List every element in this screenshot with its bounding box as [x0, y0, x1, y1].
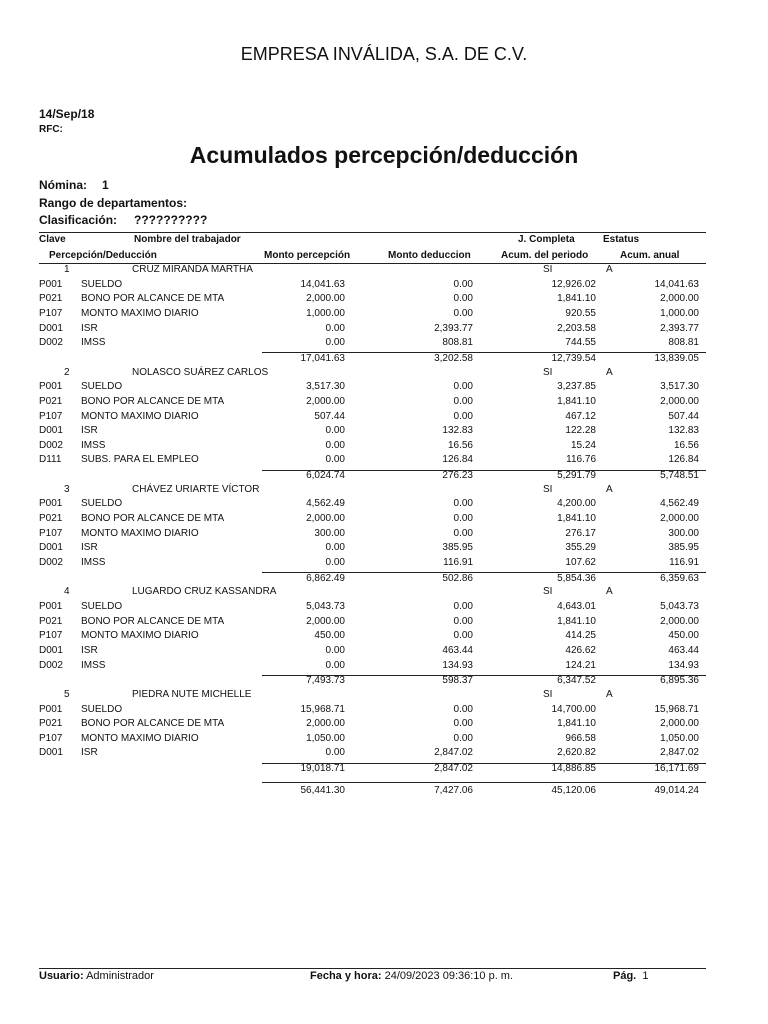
subtotal-percepcion: 6,024.74: [306, 470, 345, 482]
concept-name: BONO POR ALCANCE DE MTA: [81, 615, 225, 627]
acum-anual: 5,043.73: [660, 600, 699, 612]
acum-anual: 126.84: [668, 454, 699, 466]
monto-deduccion: 16.56: [447, 439, 473, 451]
monto-percepcion: 2,000.00: [306, 718, 345, 730]
concept-name: BONO POR ALCANCE DE MTA: [81, 513, 225, 525]
concept-name: MONTO MAXIMO DIARIO: [81, 410, 199, 422]
monto-deduccion: 0.00: [453, 630, 473, 642]
footer-fecha: [310, 970, 513, 982]
employee-number: 5: [64, 688, 70, 700]
concept-code: P001: [39, 498, 63, 510]
concept-code: P021: [39, 718, 63, 730]
concept-code: P107: [39, 410, 63, 422]
acum-anual: 116.91: [669, 557, 699, 568]
monto-deduccion: 132.83: [442, 425, 473, 437]
acum-periodo: 15.24: [570, 439, 596, 451]
subtotal-deduccion: 3,202.58: [434, 352, 473, 364]
concept-name: ISR: [81, 542, 98, 554]
header-monto-percepcion: Monto percepción: [264, 250, 351, 261]
subtotal-periodo: 14,886.85: [551, 763, 596, 775]
subtotal-anual: 13,839.05: [654, 352, 699, 364]
header-estatus: Estatus: [603, 234, 640, 245]
concept-code: P107: [39, 732, 63, 744]
acum-anual: 3,517.30: [660, 381, 699, 393]
company-name: EMPRESA INVÁLIDA, S.A. DE C.V.: [240, 44, 528, 64]
concept-code: P021: [39, 513, 63, 525]
concept-code: D002: [39, 557, 63, 568]
acum-periodo: 3,237.85: [557, 381, 596, 393]
monto-percepcion: 0.00: [325, 337, 345, 349]
subtotal-anual: 16,171.69: [654, 763, 699, 775]
concept-name: IMSS: [81, 557, 106, 568]
concept-name: IMSS: [81, 439, 106, 451]
concept-name: ISR: [81, 425, 98, 437]
monto-percepcion: 0.00: [325, 747, 345, 759]
acum-periodo: 12,926.02: [551, 278, 596, 290]
subtotal-anual: 6,895.36: [660, 675, 699, 687]
acum-periodo: 744.55: [565, 337, 596, 349]
subtotal-periodo: 5,854.36: [557, 572, 596, 584]
concept-name: IMSS: [81, 659, 106, 671]
employee-jcompleta: SI: [543, 586, 553, 598]
employee-estatus: A: [606, 688, 613, 700]
monto-percepcion: 0.00: [325, 557, 345, 568]
grand-total-rule: [262, 782, 706, 783]
concept-name: BONO POR ALCANCE DE MTA: [81, 293, 225, 305]
acum-anual: 2,847.02: [660, 747, 699, 759]
employee-estatus: A: [606, 366, 613, 378]
concept-name: MONTO MAXIMO DIARIO: [81, 527, 199, 539]
subtotal-periodo: 5,291.79: [557, 470, 596, 482]
acum-periodo: 966.58: [565, 732, 596, 744]
header-clave: Clave: [39, 234, 66, 245]
concept-code: D001: [39, 747, 63, 759]
employee-name: CRUZ MIRANDA MARTHA: [132, 264, 253, 275]
concept-code: D111: [39, 454, 62, 466]
acum-periodo: 2,620.82: [557, 747, 596, 759]
concept-code: P001: [39, 278, 63, 290]
acum-periodo: 276.17: [565, 527, 596, 539]
concept-name: MONTO MAXIMO DIARIO: [81, 307, 199, 319]
concept-code: D002: [39, 337, 63, 349]
concept-name: MONTO MAXIMO DIARIO: [81, 630, 199, 642]
acum-anual: 134.93: [668, 659, 699, 671]
subtotal-anual: 5,748.51: [660, 470, 699, 482]
monto-deduccion: 385.95: [442, 542, 473, 554]
fecha-label: Fecha y hora:: [310, 970, 382, 982]
acum-periodo: 1,841.10: [557, 395, 596, 407]
acum-periodo: 2,203.58: [557, 322, 596, 334]
monto-percepcion: 2,000.00: [306, 293, 345, 305]
concept-code: D001: [39, 322, 63, 334]
grand-total-percepcion: 56,441.30: [300, 784, 345, 796]
acum-anual: 14,041.63: [654, 278, 699, 290]
fecha-value: 24/09/2023 09:36:10 p. m.: [384, 970, 514, 982]
monto-percepcion: 450.00: [314, 630, 345, 642]
subtotal-deduccion: 502.86: [442, 572, 473, 584]
monto-percepcion: 5,043.73: [306, 600, 345, 612]
monto-percepcion: 2,000.00: [306, 615, 345, 627]
monto-percepcion: 1,050.00: [306, 732, 345, 744]
acum-anual: 1,050.00: [660, 732, 699, 744]
subtotal-periodo: 12,739.54: [551, 352, 596, 364]
employee-estatus: A: [606, 586, 613, 598]
acum-anual: 300.00: [668, 527, 699, 539]
monto-percepcion: 0.00: [325, 542, 345, 554]
employee-number: 1: [64, 264, 70, 275]
acum-periodo: 124.21: [565, 659, 596, 671]
acum-periodo: 414.25: [565, 630, 596, 642]
monto-percepcion: 0.00: [325, 644, 345, 656]
employee-jcompleta: SI: [543, 688, 553, 700]
acum-anual: 16.56: [673, 439, 699, 451]
monto-percepcion: 3,517.30: [306, 381, 345, 393]
acum-periodo: 920.55: [565, 307, 596, 319]
acum-anual: 2,393.77: [660, 322, 699, 334]
acum-anual: 4,562.49: [660, 498, 699, 510]
acum-periodo: 1,841.10: [557, 718, 596, 730]
acum-anual: 2,000.00: [660, 718, 699, 730]
acum-anual: 385.95: [668, 542, 699, 554]
monto-deduccion: 0.00: [453, 410, 473, 422]
concept-code: P001: [39, 381, 63, 393]
acum-periodo: 1,841.10: [557, 293, 596, 305]
monto-deduccion: 0.00: [453, 703, 473, 715]
acum-anual: 1,000.00: [660, 307, 699, 319]
acum-periodo: 14,700.00: [551, 703, 596, 715]
monto-percepcion: 0.00: [325, 659, 345, 671]
acum-anual: 808.81: [668, 337, 699, 349]
footer-pagina: [613, 970, 648, 982]
concept-code: P107: [39, 527, 63, 539]
concept-code: P107: [39, 307, 63, 319]
monto-percepcion: 1,000.00: [306, 307, 345, 319]
employee-name: LUGARDO CRUZ KASSANDRA: [132, 586, 277, 598]
employee-number: 4: [64, 586, 70, 598]
acum-periodo: 116.76: [566, 454, 596, 466]
header-percepcion: Percepción/Deducción: [49, 250, 157, 261]
footer-rule: [39, 968, 706, 969]
acum-anual: 450.00: [668, 630, 699, 642]
concept-name: SUELDO: [81, 703, 123, 715]
monto-percepcion: 0.00: [325, 454, 345, 466]
acum-periodo: 1,841.10: [557, 615, 596, 627]
usuario-value: Administrador: [86, 970, 154, 982]
acum-anual: 463.44: [668, 644, 699, 656]
monto-percepcion: 2,000.00: [306, 395, 345, 407]
monto-deduccion: 2,393.77: [434, 322, 473, 334]
monto-deduccion: 0.00: [453, 498, 473, 510]
concept-name: SUELDO: [81, 498, 123, 510]
acum-periodo: 4,643.01: [557, 600, 596, 612]
monto-deduccion: 0.00: [453, 513, 473, 525]
header-monto-deduccion: Monto deduccion: [388, 250, 471, 261]
monto-percepcion: 4,562.49: [306, 498, 345, 510]
acum-anual: 507.44: [668, 410, 699, 422]
concept-name: ISR: [81, 322, 98, 334]
monto-percepcion: 2,000.00: [306, 513, 345, 525]
report-title: Acumulados percepción/deducción: [189, 142, 579, 168]
subtotal-deduccion: 276.23: [442, 470, 473, 482]
monto-percepcion: 0.00: [325, 322, 345, 334]
subtotal-deduccion: 2,847.02: [434, 763, 473, 775]
subtotal-periodo: 6,347.52: [557, 675, 596, 687]
subtotal-percepcion: 17,041.63: [300, 352, 345, 364]
monto-deduccion: 0.00: [453, 718, 473, 730]
acum-periodo: 107.62: [565, 557, 596, 568]
concept-code: P021: [39, 293, 63, 305]
clasificacion-label: Clasificación:: [39, 213, 118, 227]
acum-anual: 2,000.00: [660, 513, 699, 525]
concept-code: P001: [39, 703, 63, 715]
employee-estatus: A: [606, 264, 613, 275]
acum-periodo: 467.12: [565, 410, 596, 422]
employee-jcompleta: SI: [543, 483, 553, 495]
monto-percepcion: 0.00: [325, 439, 345, 451]
employee-name: NOLASCO SUÁREZ CARLOS: [132, 366, 269, 378]
header-acum-periodo: Acum. del periodo: [501, 250, 589, 261]
acum-anual: 15,968.71: [654, 703, 699, 715]
nomina-label: Nómina:: [39, 178, 87, 192]
subtotal-percepcion: 19,018.71: [300, 763, 345, 775]
monto-percepcion: 15,968.71: [300, 703, 345, 715]
subtotal-deduccion: 598.37: [442, 675, 473, 687]
monto-percepcion: 0.00: [325, 425, 345, 437]
subtotal-percepcion: 7,493.73: [306, 675, 345, 687]
acum-periodo: 4,200.00: [557, 498, 596, 510]
acum-periodo: 1,841.10: [557, 513, 596, 525]
monto-deduccion: 0.00: [453, 732, 473, 744]
acum-anual: 132.83: [668, 425, 699, 437]
concept-name: IMSS: [81, 337, 106, 349]
usuario-label: Usuario:: [39, 970, 84, 982]
header-jcompleta: J. Completa: [518, 234, 575, 245]
subtotal-percepcion: 6,862.49: [306, 572, 345, 584]
acum-anual: 2,000.00: [660, 395, 699, 407]
monto-deduccion: 126.84: [442, 454, 473, 466]
concept-code: D002: [39, 659, 63, 671]
monto-deduccion: 116.91: [443, 557, 473, 568]
monto-deduccion: 2,847.02: [434, 747, 473, 759]
grand-total-anual: 49,014.24: [654, 784, 699, 796]
concept-name: SUELDO: [81, 600, 123, 612]
clasificacion-value: ??????????: [134, 213, 208, 227]
employee-name: PIEDRA NUTE MICHELLE: [132, 688, 252, 700]
pag-label: Pág.: [613, 970, 637, 982]
acum-anual: 2,000.00: [660, 615, 699, 627]
monto-deduccion: 0.00: [453, 307, 473, 319]
employee-number: 2: [64, 366, 70, 378]
header-acum-anual: Acum. anual: [620, 250, 680, 261]
acum-periodo: 122.28: [565, 425, 596, 437]
grand-total-periodo: 45,120.06: [551, 784, 596, 796]
monto-deduccion: 808.81: [442, 337, 473, 349]
grand-total-deduccion: 7,427.06: [434, 784, 473, 796]
acum-anual: 2,000.00: [660, 293, 699, 305]
concept-name: ISR: [81, 644, 98, 656]
concept-name: SUBS. PARA EL EMPLEO: [81, 454, 199, 466]
monto-deduccion: 0.00: [453, 381, 473, 393]
pag-value: 1: [642, 970, 649, 982]
monto-deduccion: 0.00: [453, 278, 473, 290]
concept-code: P021: [39, 615, 63, 627]
subtotal-anual: 6,359.63: [660, 572, 699, 584]
concept-name: MONTO MAXIMO DIARIO: [81, 732, 199, 744]
monto-deduccion: 0.00: [453, 600, 473, 612]
acum-periodo: 426.62: [565, 644, 596, 656]
header-nombre: Nombre del trabajador: [134, 234, 241, 245]
rfc-label: RFC:: [39, 124, 63, 135]
concept-name: BONO POR ALCANCE DE MTA: [81, 718, 225, 730]
concept-name: SUELDO: [81, 381, 123, 393]
concept-name: SUELDO: [81, 278, 123, 290]
monto-deduccion: 134.93: [442, 659, 473, 671]
employee-estatus: A: [606, 483, 613, 495]
concept-name: ISR: [81, 747, 98, 759]
monto-deduccion: 463.44: [442, 644, 473, 656]
employee-name: CHÁVEZ URIARTE VÍCTOR: [132, 483, 260, 495]
concept-code: P001: [39, 600, 63, 612]
monto-deduccion: 0.00: [453, 395, 473, 407]
concept-code: D001: [39, 644, 63, 656]
header-top-rule: [39, 232, 706, 233]
monto-deduccion: 0.00: [453, 527, 473, 539]
concept-name: BONO POR ALCANCE DE MTA: [81, 395, 225, 407]
concept-code: P021: [39, 395, 63, 407]
monto-percepcion: 14,041.63: [300, 278, 345, 290]
acum-periodo: 355.29: [565, 542, 596, 554]
employee-jcompleta: SI: [543, 264, 553, 275]
monto-deduccion: 0.00: [453, 615, 473, 627]
monto-percepcion: 300.00: [314, 527, 345, 539]
employee-number: 3: [64, 483, 70, 495]
concept-code: D001: [39, 425, 63, 437]
footer-usuario: [39, 970, 154, 982]
monto-percepcion: 507.44: [314, 410, 345, 422]
employee-jcompleta: SI: [543, 366, 553, 378]
report-date: 14/Sep/18: [39, 107, 95, 121]
concept-code: D002: [39, 439, 63, 451]
monto-deduccion: 0.00: [453, 293, 473, 305]
concept-code: P107: [39, 630, 63, 642]
nomina-value: 1: [102, 178, 109, 192]
rango-label: Rango de departamentos:: [39, 196, 188, 210]
concept-code: D001: [39, 542, 63, 554]
